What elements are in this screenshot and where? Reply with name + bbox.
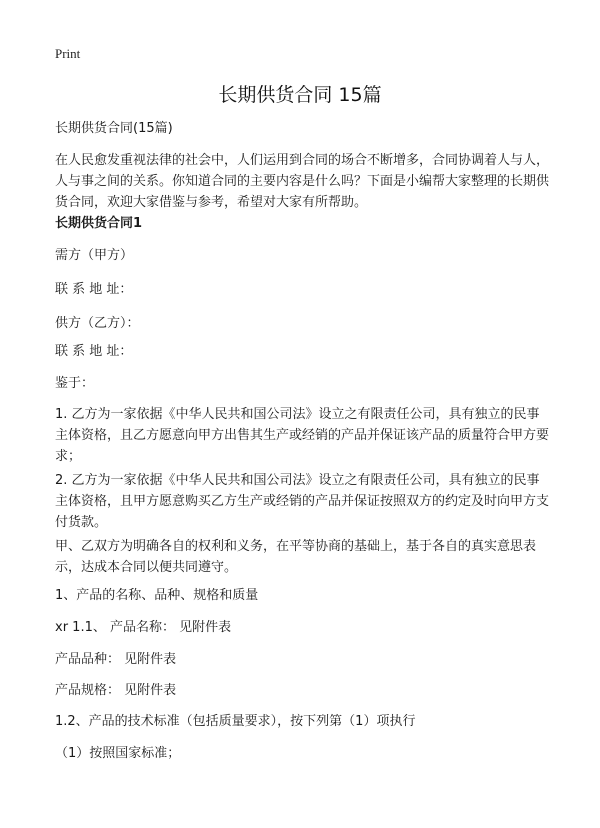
item-variety-line: 产品品种： 见附件表 bbox=[55, 652, 177, 667]
article-1-heading: 1、产品的名称、品种、规格和质量 bbox=[55, 588, 259, 603]
contact-a-line: 联 系 地 址： bbox=[55, 282, 133, 297]
item-1-2-line: 1.2、产品的技术标准（包括质量要求），按下列第（1）项执行 bbox=[55, 714, 416, 729]
contact-b-line: 联 系 地 址： bbox=[55, 344, 133, 359]
party-a-line: 需方（甲方） bbox=[55, 248, 134, 263]
item-spec-line: 产品规格： 见附件表 bbox=[55, 683, 177, 698]
document-title: 长期供货合同 15篇 bbox=[218, 84, 382, 106]
item-national-standard-line: （1）按照国家标准； bbox=[55, 746, 181, 761]
clause-1-paragraph: 1. 乙方为一家依据《中华人民共和国公司法》设立之有限责任公司，具有独立的民事主体资格，且乙方愿意向甲方出售其生产或经销的产品并保证该产品的质量符合甲方要求； bbox=[55, 407, 550, 464]
agreement-paragraph: 甲、乙双方为明确各自的权利和义务，在平等协商的基础上，基于各自的真实意思表示，达成本合同以便共同遵守。 bbox=[55, 539, 537, 575]
item-1-1-line: xr 1.1、 产品名称： 见附件表 bbox=[55, 620, 232, 635]
section-heading: 长期供货合同1 bbox=[55, 216, 143, 231]
whereas-line: 鉴于： bbox=[55, 376, 95, 391]
intro-paragraph: 在人民愈发重视法律的社会中，人们运用到合同的场合不断增多，合同协调着人与人，人与事之间的关系。你知道合同的主要内容是什么吗？下面是小编帮大家整理的长期供货合同，欢迎大家借鉴与参考，希望对大家有所帮助。 bbox=[55, 153, 550, 210]
party-b-line: 供方（乙方）： bbox=[55, 316, 140, 331]
clause-2-paragraph: 2. 乙方为一家依据《中华人民共和国公司法》设立之有限责任公司，具有独立的民事主体资格，且甲方愿意购买乙方生产或经销的产品并保证按照双方的约定及时向甲方支付货款。 bbox=[55, 473, 550, 530]
print-link[interactable]: Print bbox=[55, 46, 81, 61]
document-subtitle: 长期供货合同(15篇) bbox=[55, 121, 173, 136]
